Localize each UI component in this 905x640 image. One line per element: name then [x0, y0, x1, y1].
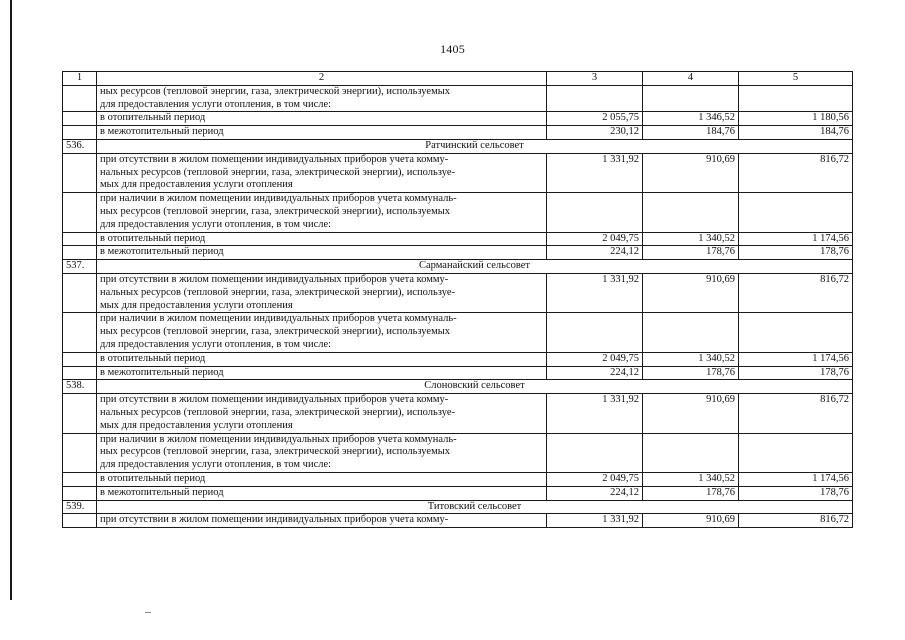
row-number — [63, 126, 97, 140]
row-number: 537. — [63, 260, 97, 274]
table-row — [63, 273, 853, 312]
value-v3 — [547, 313, 643, 352]
row-description — [97, 85, 547, 112]
row-description — [97, 394, 547, 433]
section-title: Титовский сельсовет — [97, 500, 853, 514]
row-description — [97, 193, 547, 232]
description-line: для предоставления услуги отопления, в том числе: — [100, 338, 332, 350]
value-v4: 1 340,52 — [643, 232, 739, 246]
table-row — [63, 85, 853, 112]
row-number — [63, 232, 97, 246]
table-row — [63, 193, 853, 232]
description-line: для предоставления услуги отопления, в том числе: — [100, 98, 332, 110]
row-description — [97, 273, 547, 312]
value-v4 — [643, 433, 739, 472]
description-line: в отопительный период — [100, 352, 206, 364]
page-number: 1405 — [440, 42, 465, 56]
row-number — [63, 433, 97, 472]
row-number: 539. — [63, 500, 97, 514]
value-v4: 910,69 — [643, 273, 739, 312]
value-v5: 816,72 — [739, 394, 853, 433]
row-number — [63, 486, 97, 500]
table-row — [63, 472, 853, 486]
description-line: ных ресурсов (тепловой энергии, газа, электрической энергии), используемых — [100, 205, 451, 217]
row-number — [63, 246, 97, 260]
row-description — [97, 352, 547, 366]
row-description — [97, 232, 547, 246]
description-line: в отопительный период — [100, 112, 206, 124]
value-v5: 1 174,56 — [739, 232, 853, 246]
table-row — [63, 153, 853, 192]
row-description — [97, 153, 547, 192]
section-title: Ратчинский сельсовет — [97, 139, 853, 153]
value-v5 — [739, 313, 853, 352]
value-v4: 1 340,52 — [643, 352, 739, 366]
table-row — [63, 246, 853, 260]
row-number — [63, 273, 97, 312]
table-row — [63, 126, 853, 140]
value-v3 — [547, 433, 643, 472]
description-line: в межотопительный период — [100, 486, 224, 498]
value-v3: 1 331,92 — [547, 273, 643, 312]
value-v3: 224,12 — [547, 366, 643, 380]
value-v5 — [739, 433, 853, 472]
section-row — [63, 260, 853, 274]
description-line: нальных ресурсов (тепловой энергии, газа, электрической энергии), используе- — [100, 406, 455, 418]
value-v4: 184,76 — [643, 126, 739, 140]
value-v5 — [739, 193, 853, 232]
value-v4: 1 346,52 — [643, 112, 739, 126]
header-cell-3: 3 — [547, 72, 643, 86]
section-title: Слоновский сельсовет — [97, 380, 853, 394]
description-line: при наличии в жилом помещении индивидуальных приборов учета коммуналь- — [100, 193, 457, 205]
row-number — [63, 193, 97, 232]
value-v5: 816,72 — [739, 273, 853, 312]
value-v5: 178,76 — [739, 486, 853, 500]
table-body — [63, 72, 853, 528]
row-number — [63, 85, 97, 112]
value-v5: 816,72 — [739, 153, 853, 192]
description-line: при отсутствии в жилом помещении индивидуальных приборов учета комму- — [100, 514, 449, 526]
description-line: нальных ресурсов (тепловой энергии, газа, электрической энергии), используе- — [100, 166, 455, 178]
value-v4: 910,69 — [643, 514, 739, 528]
description-line: ных ресурсов (тепловой энергии, газа, электрической энергии), используемых — [100, 85, 451, 97]
description-line: в отопительный период — [100, 232, 206, 244]
row-description — [97, 366, 547, 380]
table-row — [63, 514, 853, 528]
value-v4: 910,69 — [643, 153, 739, 192]
row-number — [63, 514, 97, 528]
description-line: в межотопительный период — [100, 126, 224, 138]
row-number — [63, 112, 97, 126]
value-v4: 178,76 — [643, 366, 739, 380]
value-v3: 230,12 — [547, 126, 643, 140]
value-v5: 178,76 — [739, 366, 853, 380]
table-row — [63, 112, 853, 126]
value-v3: 2 049,75 — [547, 352, 643, 366]
description-line: для предоставления услуги отопления, в том числе: — [100, 218, 332, 230]
description-line: при наличии в жилом помещении индивидуальных приборов учета коммуналь- — [100, 433, 457, 445]
header-cell-5: 5 — [739, 72, 853, 86]
row-number — [63, 366, 97, 380]
value-v3: 1 331,92 — [547, 514, 643, 528]
value-v4 — [643, 313, 739, 352]
description-line: при отсутствии в жилом помещении индивидуальных приборов учета комму- — [100, 153, 449, 165]
value-v3: 1 331,92 — [547, 394, 643, 433]
description-line: мых для предоставления услуги отопления — [100, 419, 293, 431]
value-v5: 1 174,56 — [739, 352, 853, 366]
section-row — [63, 139, 853, 153]
table-row — [63, 486, 853, 500]
value-v4: 910,69 — [643, 394, 739, 433]
value-v3 — [547, 85, 643, 112]
value-v3: 2 049,75 — [547, 472, 643, 486]
table-row — [63, 232, 853, 246]
value-v3: 224,12 — [547, 486, 643, 500]
row-description — [97, 514, 547, 528]
header-cell-2: 2 — [97, 72, 547, 86]
description-line: ных ресурсов (тепловой энергии, газа, электрической энергии), используемых — [100, 446, 451, 458]
value-v5: 184,76 — [739, 126, 853, 140]
value-v5: 1 174,56 — [739, 472, 853, 486]
row-description — [97, 486, 547, 500]
description-line: при отсутствии в жилом помещении индивидуальных приборов учета комму- — [100, 394, 449, 406]
value-v4: 178,76 — [643, 246, 739, 260]
description-line: в межотопительный период — [100, 246, 224, 258]
section-row — [63, 500, 853, 514]
value-v3: 2 049,75 — [547, 232, 643, 246]
table-row — [63, 433, 853, 472]
table-row — [63, 394, 853, 433]
row-description — [97, 112, 547, 126]
header-cell-1: 1 — [63, 72, 97, 86]
header-cell-4: 4 — [643, 72, 739, 86]
row-number: 538. — [63, 380, 97, 394]
scan-speck — [145, 612, 151, 613]
description-line: ных ресурсов (тепловой энергии, газа, электрической энергии), используемых — [100, 326, 451, 338]
description-line: в межотопительный период — [100, 366, 224, 378]
row-number — [63, 313, 97, 352]
table-row — [63, 352, 853, 366]
value-v3: 224,12 — [547, 246, 643, 260]
value-v3: 2 055,75 — [547, 112, 643, 126]
row-description — [97, 433, 547, 472]
table-row — [63, 366, 853, 380]
description-line: мых для предоставления услуги отопления — [100, 179, 293, 191]
value-v5: 816,72 — [739, 514, 853, 528]
value-v4 — [643, 85, 739, 112]
section-row — [63, 380, 853, 394]
value-v5: 178,76 — [739, 246, 853, 260]
row-number — [63, 394, 97, 433]
description-line: при наличии в жилом помещении индивидуальных приборов учета коммуналь- — [100, 313, 457, 325]
page-edge-bar — [10, 0, 12, 600]
description-line: в отопительный период — [100, 472, 206, 484]
tariff-table — [62, 71, 853, 528]
value-v4: 178,76 — [643, 486, 739, 500]
value-v3 — [547, 193, 643, 232]
table-row — [63, 313, 853, 352]
row-number — [63, 153, 97, 192]
description-line: мых для предоставления услуги отопления — [100, 299, 293, 311]
value-v3: 1 331,92 — [547, 153, 643, 192]
value-v4: 1 340,52 — [643, 472, 739, 486]
row-description — [97, 126, 547, 140]
description-line: при отсутствии в жилом помещении индивидуальных приборов учета комму- — [100, 273, 449, 285]
row-description — [97, 313, 547, 352]
description-line: для предоставления услуги отопления, в том числе: — [100, 459, 332, 471]
row-number — [63, 352, 97, 366]
row-description — [97, 246, 547, 260]
value-v4 — [643, 193, 739, 232]
description-line: нальных ресурсов (тепловой энергии, газа, электрической энергии), используе- — [100, 286, 455, 298]
row-description — [97, 472, 547, 486]
value-v5 — [739, 85, 853, 112]
header-row — [63, 72, 853, 86]
section-title: Сарманайский сельсовет — [97, 260, 853, 274]
row-number — [63, 472, 97, 486]
value-v5: 1 180,56 — [739, 112, 853, 126]
row-number: 536. — [63, 139, 97, 153]
